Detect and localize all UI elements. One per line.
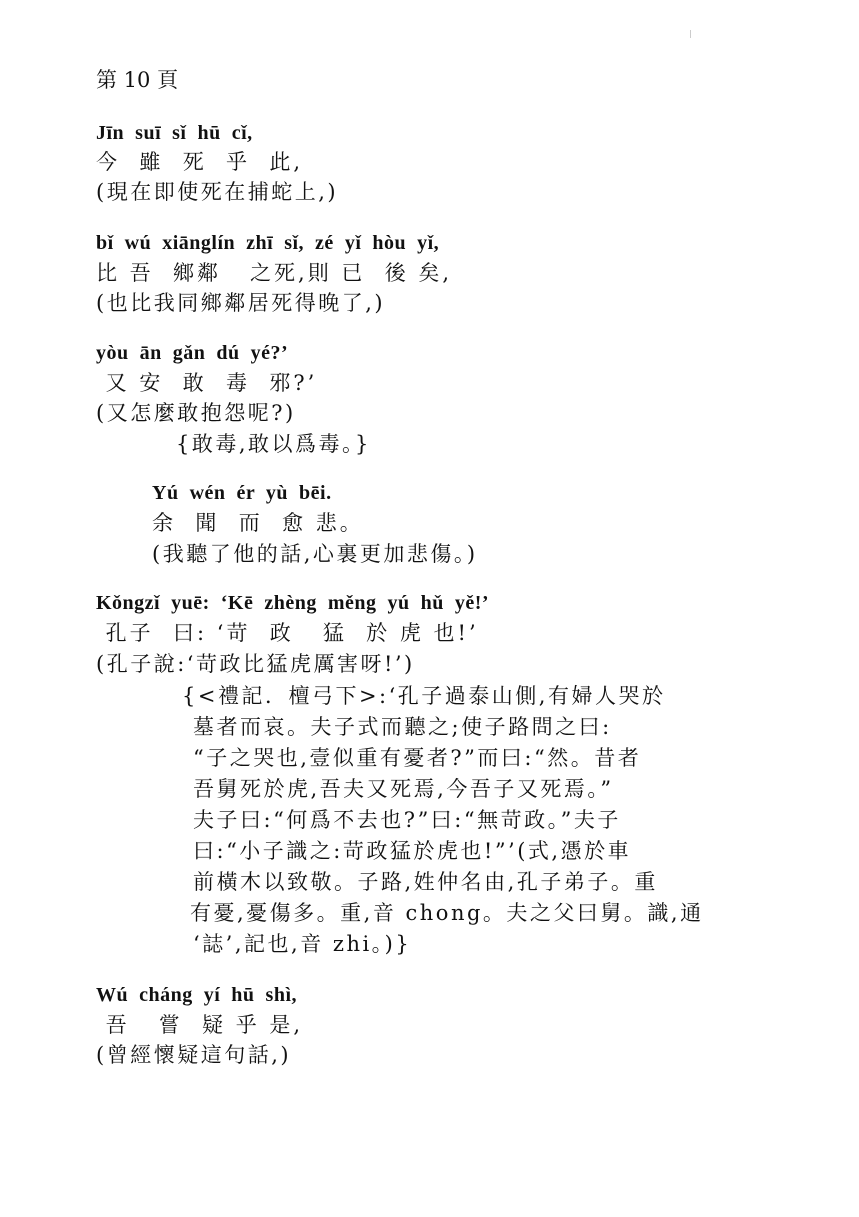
annotation-note-line: 墓者而哀。夫子式而聽之;使子路問之曰: — [193, 715, 612, 739]
pinyin-line: yòu ān gǎn dú yé?’ — [96, 342, 289, 364]
annotation-note-line: “子之哭也,壹似重有憂者?”而曰:“然。昔者 — [193, 746, 642, 770]
annotation-note-line: {<禮記．檀弓下>:‘孔子過泰山側,有婦人哭於 — [182, 684, 666, 708]
pinyin-line: bǐ wú xiānglín zhī sǐ, zé yǐ hòu yǐ, — [96, 232, 440, 254]
translation-line: (我聽了他的話,心裏更加悲傷。) — [152, 542, 478, 566]
chinese-line: 又 安 敢 毒 邪?’ — [96, 371, 318, 395]
chinese-line: 余 聞 而 愈 悲。 — [152, 511, 364, 535]
annotation-note-line: ‘誌’,記也,音 zhi。)} — [193, 932, 412, 956]
chinese-line: 比 吾 鄉鄰 之死,則 已 後 矣, — [96, 261, 453, 285]
annotation-note-line: 夫子曰:“何爲不去也?”曰:“無苛政。”夫子 — [193, 808, 621, 832]
annotation-note-line: 吾舅死於虎,吾夫又死焉,今吾子又死焉。” — [193, 777, 614, 801]
annotation-note-line: 前橫木以致敬。子路,姓仲名由,孔子弟子。重 — [193, 870, 658, 894]
translation-line: (現在即使死在捕蛇上,) — [96, 180, 339, 204]
pinyin-line: Jīn suī sǐ hū cǐ, — [96, 122, 253, 144]
translation-line: (孔子說:‘苛政比猛虎厲害呀!’) — [96, 652, 415, 676]
pinyin-line: Wú cháng yí hū shì, — [96, 984, 298, 1006]
chinese-line: 孔子 曰: ‘苛 政 猛 於 虎 也!’ — [96, 621, 479, 645]
chinese-line: 吾 嘗 疑 乎 是, — [96, 1013, 304, 1037]
annotation-note: {敢毒,敢以爲毒。} — [176, 432, 371, 456]
annotation-note-line: 曰:“小子識之:苛政猛於虎也!”’(式,憑於車 — [193, 839, 632, 863]
annotation-note-line: 有憂,憂傷多。重,音 chong。夫之父曰舅。識,通 — [190, 901, 704, 925]
page-label: 第 10 頁 — [96, 68, 179, 92]
chinese-line: 今 雖 死 乎 此, — [96, 150, 304, 174]
pinyin-line: Kǒngzǐ yuē: ‘Kē zhèng měng yú hǔ yě!’ — [96, 592, 490, 614]
translation-line: (也比我同鄉鄰居死得晚了,) — [96, 291, 386, 315]
scan-edge-mark — [690, 30, 691, 38]
pinyin-line: Yú wén ér yù bēi. — [152, 482, 332, 504]
translation-line: (又怎麼敢抱怨呢?) — [96, 401, 296, 425]
translation-line: (曾經懷疑這句話,) — [96, 1043, 292, 1067]
